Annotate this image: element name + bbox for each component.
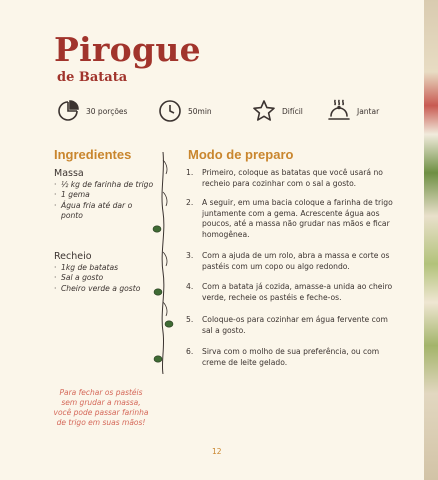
recipe-title: Pirogue [54,30,201,69]
step-text: Sirva com o molho de sua preferência, ou com creme de leite gelado. [202,347,380,367]
step-text: Coloque-os para cozinhar em água fervente com sal a gosto. [202,315,388,335]
meta-time [158,98,212,124]
step-number: 3. [186,251,194,260]
ingredients-heading: Ingredientes [54,147,132,162]
meta-meal-label: Jantar [357,106,380,116]
method-heading: Modo de preparo [188,147,294,162]
meta-servings-label: 30 porções [86,106,128,116]
vine-divider [148,152,178,374]
step-text: A seguir, em uma bacia coloque a farinha de trigo juntamente com a gema. Acrescente água aos poucos, até a massa não grudar nas mãos e ficar homogênea. [202,198,393,239]
ingredient-item: · Sal a gosto [54,273,154,283]
ingredient-group-title: Recheio [54,251,92,262]
leaf-icon [153,226,161,232]
method-step [186,315,396,336]
step-number: 1. [186,168,194,177]
leaf-icon [154,356,162,362]
meta-time-label: 50min [188,106,212,116]
page-number: 12 [212,447,222,456]
step-text: Primeiro, coloque as batatas que você usará no recheio para cozinhar com o sal a gosto. [202,168,383,188]
leaf-icon [154,289,162,295]
method-step [186,347,396,368]
step-text: Com a batata já cozida, amasse-a unida ao cheiro verde, recheie os pastéis e feche-os. [202,282,393,302]
meta-difficulty-label: Difícil [282,106,303,116]
ingredient-item: · 1kg de batatas [54,263,154,273]
method-step [186,251,396,272]
clock-icon [158,99,182,123]
ingredient-item: · Cheiro verde a gosto [54,284,154,294]
ingredient-item: · ½ kg de farinha de trigo [54,180,154,190]
star-icon [252,99,276,123]
cooking-tip: Para fechar os pastéis sem grudar a massa, você pode passar farinha de trigo em suas mãos! [53,388,149,427]
ingredient-group-title: Massa [54,168,84,179]
step-number: 5. [186,315,194,324]
recipe-subtitle: de Batata [57,70,128,85]
serving-cloche-icon [327,99,351,123]
step-text: Com a ajuda de um rolo, abra a massa e corte os pastéis com um copo ou algo redondo. [202,251,390,271]
food-photo-edge [424,0,438,480]
step-number: 4. [186,282,194,291]
method-step [186,282,396,303]
meta-difficulty [252,98,303,124]
ingredient-item: · Água fria até dar o ponto [54,201,154,222]
meta-meal [327,98,379,124]
step-number: 6. [186,347,194,356]
ingredient-group-recheio [54,251,154,294]
ingredient-group-massa [54,168,154,222]
method-step [186,198,396,240]
meta-servings [56,98,127,124]
method-step [186,168,396,189]
pie-portion-icon [56,99,80,123]
step-number: 2. [186,198,194,207]
leaf-icon [165,321,173,327]
ingredient-item: · 1 gema [54,190,154,200]
